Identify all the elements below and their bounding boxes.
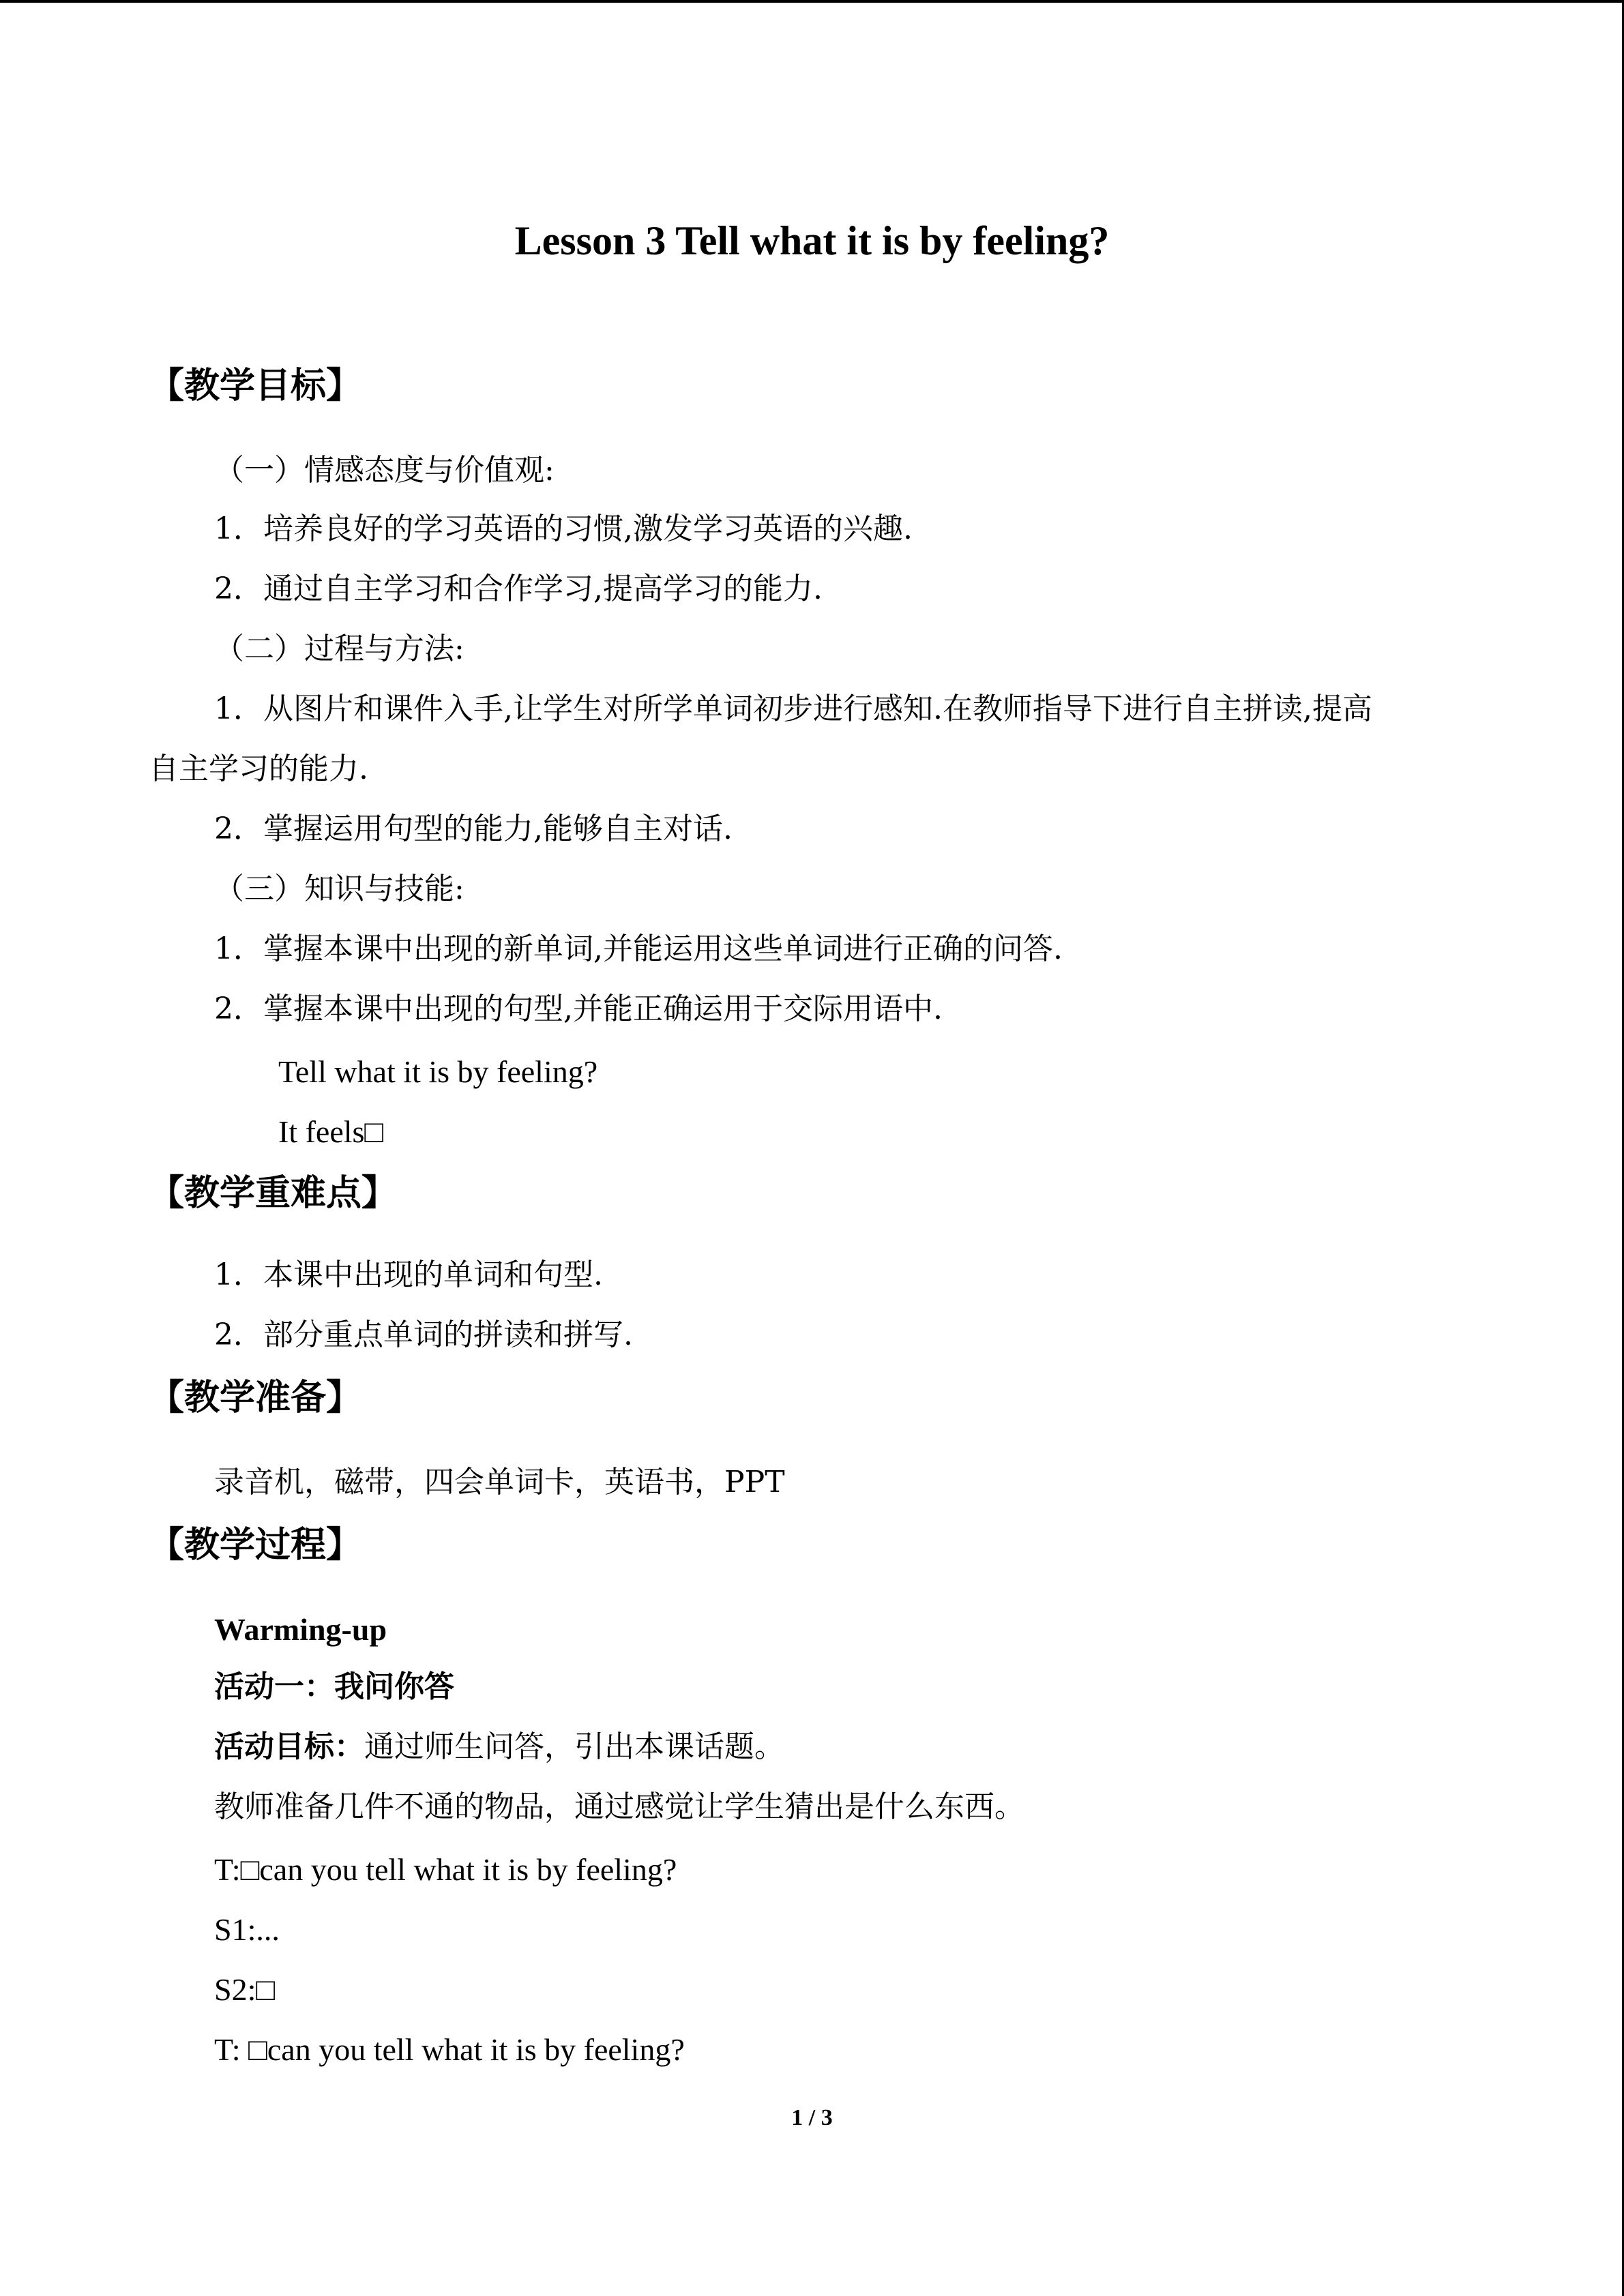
objectives-part3-title: （三）知识与技能: (214, 871, 464, 906)
objectives-part1-item2: 2．通过自主学习和合作学习,提高学习的能力. (214, 571, 823, 606)
objectives-part3-item1: 1．掌握本课中出现的新单词,并能运用这些单词进行正确的问答. (214, 931, 1063, 966)
dialog-line-teacher-1: T:□can you tell what it is by feeling? (214, 1852, 677, 1887)
objectives-part2-item1-line2: 自主学习的能力. (149, 751, 368, 786)
section-heading-process: 【教学过程】 (149, 1524, 362, 1566)
objectives-part2-item2: 2．掌握运用句型的能力,能够自主对话. (214, 811, 733, 846)
process-activity-goal (214, 1727, 784, 1768)
objectives-part1-title: （一）情感态度与价值观: (214, 453, 555, 488)
key-points-item1: 1．本课中出现的单词和句型. (214, 1257, 603, 1292)
section-heading-key-points: 【教学重难点】 (149, 1172, 398, 1214)
process-warmup-label: Warming-up (214, 1612, 387, 1647)
objectives-sentence-answer: It feels□ (278, 1114, 384, 1149)
process-description: 教师准备几件不通的物品，通过感觉让学生猜出是什么东西。 (214, 1789, 1024, 1824)
objectives-part2-item1-line1: 1．从图片和课件入手,让学生对所学单词初步进行感知.在教师指导下进行自主拼读,提高 (214, 691, 1372, 726)
dialog-line-student-1: S1:... (214, 1912, 280, 1947)
page-number: 1 / 3 (791, 2105, 833, 2130)
document-title: Lesson 3 Tell what it is by feeling? (514, 218, 1110, 263)
section-heading-preparation: 【教学准备】 (149, 1377, 362, 1418)
key-points-item2: 2．部分重点单词的拼读和拼写. (214, 1317, 633, 1352)
activity-goal-text: 通过师生问答，引出本课话题。 (364, 1729, 784, 1764)
dialog-line-student-2: S2:□ (214, 1972, 276, 2007)
process-activity1-title: 活动一：我问你答 (214, 1669, 454, 1704)
objectives-part2-title: （二）过程与方法: (214, 631, 464, 666)
section-heading-objectives: 【教学目标】 (149, 365, 362, 406)
activity-goal-label: 活动目标： (214, 1729, 364, 1764)
objectives-part3-item2: 2．掌握本课中出现的句型,并能正确运用于交际用语中. (214, 992, 943, 1026)
top-border-line (0, 0, 1624, 3)
dialog-line-teacher-2: T: □can you tell what it is by feeling? (214, 2032, 685, 2067)
objectives-sentence-question: Tell what it is by feeling? (278, 1054, 598, 1089)
preparation-materials: 录音机，磁带，四会单词卡，英语书，PPT (214, 1465, 785, 1500)
objectives-part1-item1: 1．培养良好的学习英语的习惯,激发学习英语的兴趣. (214, 511, 913, 546)
